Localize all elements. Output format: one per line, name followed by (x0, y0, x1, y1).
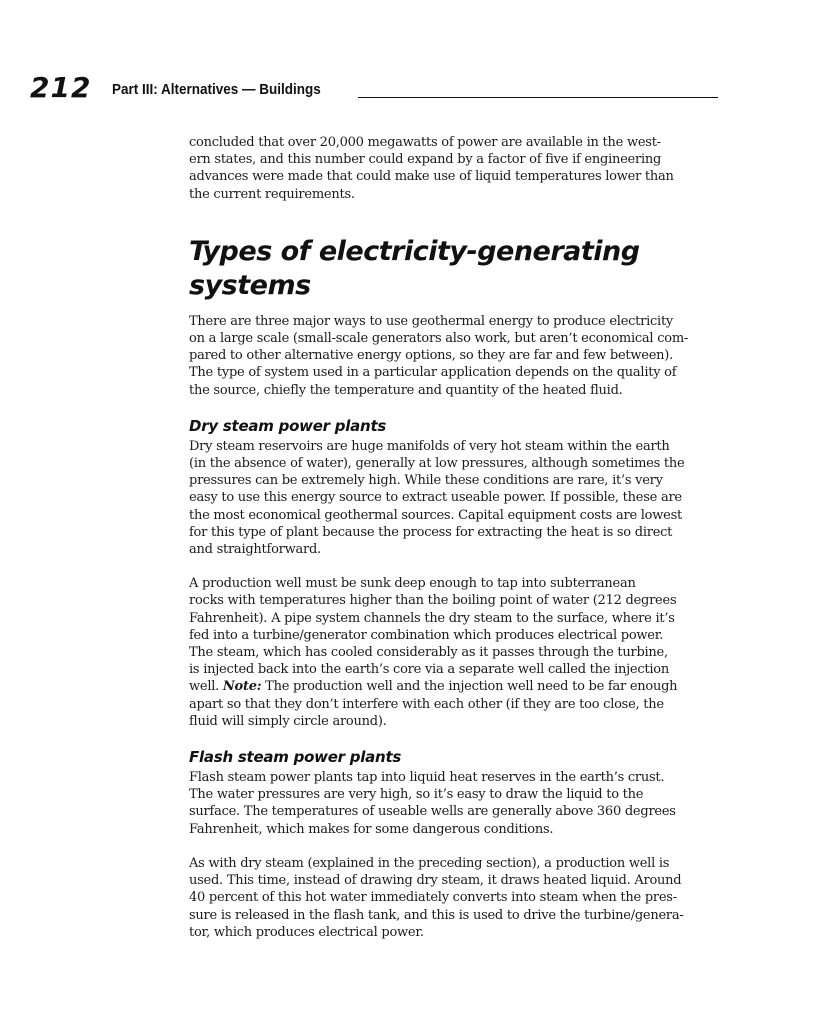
note-line (189, 678, 709, 695)
header-rule (358, 97, 718, 98)
text-line: for this type of plant because the process for extracting the heat is so direct (189, 524, 673, 540)
note-line-prefix: well. (189, 679, 223, 695)
section-title: Types of electricity-generating systems (189, 235, 640, 301)
text-line: rocks with temperatures higher than the boiling point of water (212 degrees (189, 593, 677, 609)
flash-steam-paragraph-2 (189, 855, 709, 941)
text-line: As with dry steam (explained in the preceding section), a production well is (189, 855, 670, 871)
page-body (189, 134, 709, 958)
text-line: and straightforward. (189, 542, 321, 558)
text-line: Fahrenheit, which makes for some dangerous conditions. (189, 821, 554, 837)
text-line: pared to other alternative energy options, so they are far and few between). (189, 348, 674, 364)
text-line: The type of system used in a particular application depends on the quality of (189, 365, 677, 381)
page-header (30, 72, 718, 104)
text-line: the source, chiefly the temperature and quantity of the heated fluid. (189, 382, 623, 398)
text-line: fluid will simply circle around). (189, 713, 387, 729)
text-line: used. This time, instead of drawing dry steam, it draws heated liquid. Around (189, 873, 682, 889)
text-line: A production well must be sunk deep enough to tap into subterranean (189, 576, 636, 592)
text-line: the current requirements. (189, 186, 355, 202)
text-line: 40 percent of this hot water immediately converts into steam when the pres- (189, 890, 677, 906)
text-line: apart so that they don’t interfere with each other (if they are too close, the (189, 696, 664, 712)
text-line: Flash steam power plants tap into liquid heat reserves in the earth’s crust. (189, 770, 665, 786)
flash-steam-paragraph-1 (189, 769, 709, 838)
dry-steam-paragraph-2 (189, 575, 709, 730)
intro-paragraph (189, 134, 709, 203)
text-line: is injected back into the earth’s core via a separate well called the injection (189, 662, 669, 678)
running-head: Part III: Alternatives — Buildings (112, 81, 321, 98)
text-line: (in the absence of water), generally at low pressures, although sometimes the (189, 456, 685, 472)
flash-steam-heading: Flash steam power plants (189, 748, 402, 767)
text-line: surface. The temperatures of useable wells are generally above 360 degrees (189, 804, 676, 820)
text-line: sure is released in the flash tank, and this is used to drive the turbine/genera- (189, 907, 684, 923)
text-line: The steam, which has cooled considerably as it passes through the turbine, (189, 645, 668, 661)
page-number: 212 (30, 71, 92, 104)
text-line: on a large scale (small-scale generators also work, but aren’t economical com- (189, 331, 689, 347)
text-line: Dry steam reservoirs are huge manifolds of very hot steam within the earth (189, 438, 670, 454)
text-line: Fahrenheit). A pipe system channels the dry steam to the surface, where it’s (189, 610, 675, 626)
text-line: ern states, and this number could expand by a factor of five if engineering (189, 152, 662, 168)
note-line-rest: The production well and the injection well need to be far enough (261, 679, 678, 695)
text-line: The water pressures are very high, so it’s easy to draw the liquid to the (189, 787, 644, 803)
text-line: concluded that over 20,000 megawatts of power are available in the west- (189, 135, 661, 150)
text-line: pressures can be extremely high. While these conditions are rare, it’s very (189, 473, 663, 489)
note-label: Note: (222, 679, 262, 695)
dry-steam-paragraph-1 (189, 438, 709, 558)
text-line: easy to use this energy source to extract useable power. If possible, these are (189, 490, 682, 506)
text-line: advances were made that could make use of liquid temperatures lower than (189, 169, 674, 185)
dry-steam-heading: Dry steam power plants (189, 416, 387, 435)
section-intro-paragraph (189, 313, 709, 399)
text-line: There are three major ways to use geothermal energy to produce electricity (189, 313, 674, 329)
text-line: fed into a turbine/generator combination which produces electrical power. (189, 627, 664, 643)
text-line: tor, which produces electrical power. (189, 924, 424, 940)
text-line: the most economical geothermal sources. Capital equipment costs are lowest (189, 507, 682, 523)
